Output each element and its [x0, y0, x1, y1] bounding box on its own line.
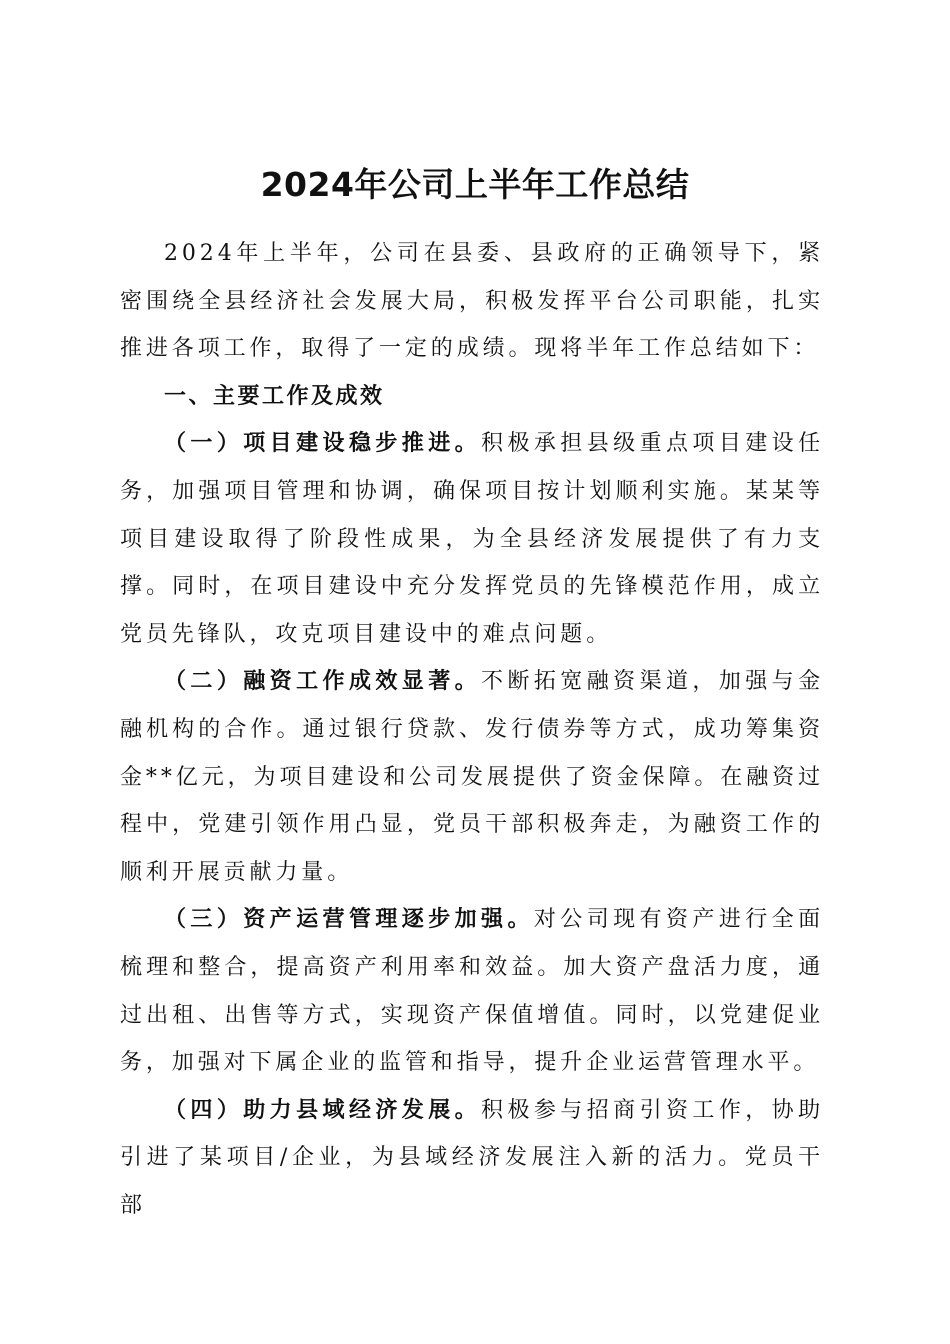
paragraph-lead: （一）项目建设稳步推进。: [164, 430, 482, 457]
paragraph-lead: （三）资产运营管理逐步加强。: [164, 906, 534, 933]
intro-paragraph: 2024年上半年，公司在县委、县政府的正确领导下，紧密围绕全县经济社会发展大局，积极发挥平台公司职能，扎实推进各项工作，取得了一定的成绩。现将半年工作总结如下：: [120, 241, 824, 362]
paragraph-asset-management: [120, 896, 824, 1086]
paragraph-lead: （二）融资工作成效显著。: [164, 668, 482, 695]
paragraph-text: 不断拓宽融资渠道，加强与金融机构的合作。通过银行贷款、发行债券等方式，成功筹集资金**亿元，为项目建设和公司发展提供了资金保障。在融资过程中，党建引领作用凸显，党员干部积极奔走，为融资工作的顺利开展贡献力量。: [120, 669, 824, 885]
paragraph-text: 积极参与招商引资工作，协助引进了某项目/企业，为县域经济发展注入新的活力。党员干部: [120, 1097, 824, 1218]
paragraph-project-construction: [120, 420, 824, 658]
paragraph-text: 对公司现有资产进行全面梳理和整合，提高资产利用率和效益。加大资产盘活力度，通过出租、出售等方式，实现资产保值增值。同时，以党建促业务，加强对下属企业的监管和指导，提升企业运营管理水平。: [120, 907, 824, 1076]
section-heading-main-work: 一、主要工作及成效: [164, 383, 385, 409]
paragraph-lead: （四）助力县域经济发展。: [164, 1096, 482, 1123]
document-body: [120, 230, 824, 1229]
paragraph-text: 积极承担县级重点项目建设任务，加强项目管理和协调，确保项目按计划顺利实施。某某等项目建设取得了阶段性成果，为全县经济发展提供了有力支撑。同时，在项目建设中充分发挥党员的先锋模范作用，成立党员先锋队，攻克项目建设中的难点问题。: [120, 431, 824, 647]
paragraph-county-economy: [120, 1087, 824, 1230]
paragraph-financing: [120, 658, 824, 896]
document-title: 2024年公司上半年工作总结: [260, 165, 690, 205]
